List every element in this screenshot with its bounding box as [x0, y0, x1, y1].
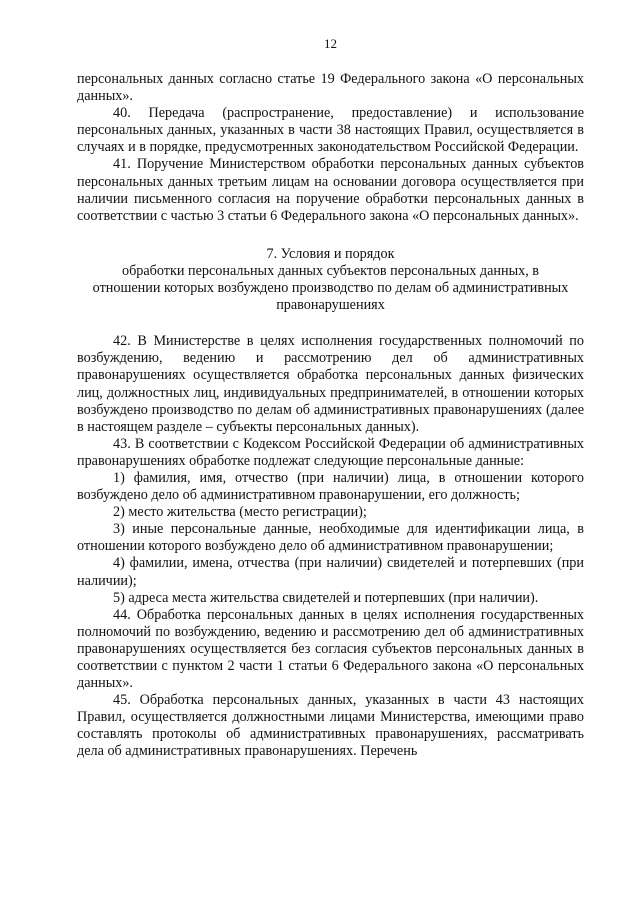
section-heading-line: правонарушениях: [276, 297, 385, 314]
paragraphs-before: [77, 71, 584, 225]
section-heading: [77, 246, 584, 314]
page-number: 12: [324, 36, 337, 51]
list-item: 3) иные персональные данные, необходимые для идентификации лица, в отношении которого возбуждено дело об административном правонарушении;: [77, 521, 584, 555]
list-item: 2) место жительства (место регистрации);: [113, 504, 367, 521]
paragraph: 42. В Министерстве в целях исполнения государственных полномочий по возбуждению, ведению и рассмотрению дел об административных правонарушениях осуществляется обработка персональных данных физических лиц, должностных лиц, индивидуальных предпринимателей, в отношении которых возбуждено производство по делам об административных правонарушениях (далее в настоящем разделе – субъекты персональных данных).: [77, 333, 584, 435]
section-heading-line: отношении которых возбуждено производство по делам об административных: [92, 280, 569, 297]
paragraph: персональных данных согласно статье 19 Федерального закона «О персональных данных».: [77, 71, 584, 105]
paragraph: 45. Обработка персональных данных, указанных в части 43 настоящих Правил, осуществляется должностными лицами Министерства, имеющими право составлять протоколы об административных правонарушениях, рассматривать дела об административных правонарушениях. Перечень: [77, 692, 584, 760]
list-item: 5) адреса места жительства свидетелей и потерпевших (при наличии).: [113, 589, 539, 606]
list-item: 1) фамилия, имя, отчество (при наличии) лица, в отношении которого возбуждено дело об административном правонарушении, его должность;: [77, 469, 584, 504]
paragraphs-after: [77, 333, 584, 760]
list-item: 4) фамилии, имена, отчества (при наличии) свидетелей и потерпевших (при наличии);: [77, 555, 584, 589]
section-heading-line: 7. Условия и порядок: [266, 245, 395, 262]
paragraph: 43. В соответствии с Кодексом Российской Федерации об административных правонарушениях обработке подлежат следующие персональные данные:: [77, 435, 584, 469]
paragraph: 40. Передача (распространение, предоставление) и использование персональных данных, указанных в части 38 настоящих Правил, осуществляется в случаях и в порядке, предусмотренных законодательством Российской Федерации.: [77, 105, 584, 156]
section-heading-line: обработки персональных данных субъектов персональных данных, в: [121, 262, 540, 279]
paragraph: 41. Поручение Министерством обработки персональных данных субъектов персональных данных третьим лицам на основании договора осуществляется при наличии письменного согласия на поручение обработки персональных данных в соответствии с частью 3 статьи 6 Федерального закона «О персональных данных».: [77, 156, 584, 224]
paragraph: 44. Обработка персональных данных в целях исполнения государственных полномочий по возбуждению, ведению и рассмотрению дел об административных правонарушениях осуществляется без согласия субъектов персональных данных в соответствии с пунктом 2 части 1 статьи 6 Федерального закона «О персональных данных».: [77, 606, 584, 692]
